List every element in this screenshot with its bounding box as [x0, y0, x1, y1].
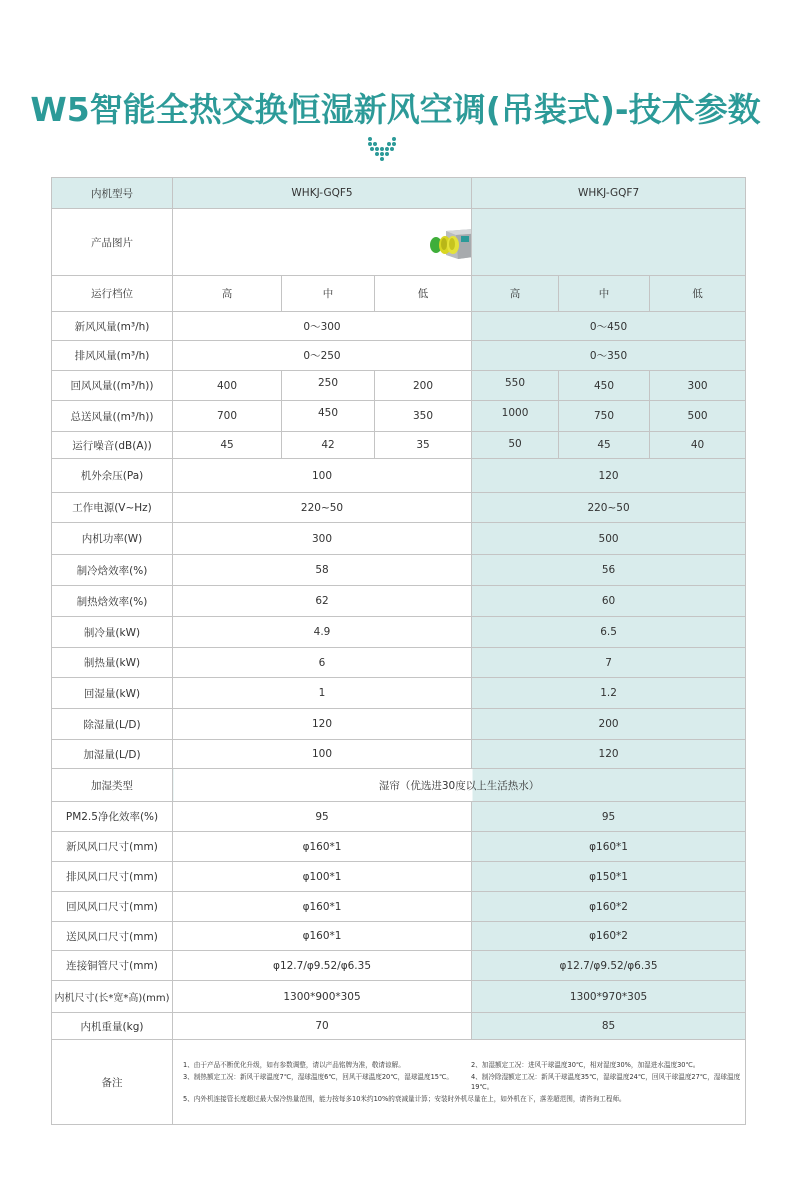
model-row	[52, 178, 746, 209]
value-gqf7: 7	[472, 648, 746, 678]
value-cell: 500	[650, 401, 746, 432]
value-cell: 250	[282, 371, 375, 401]
value-cell: 45	[173, 432, 282, 459]
table-row	[52, 371, 746, 401]
row-label: 排风风口尺寸(mm)	[52, 862, 173, 892]
value-cell: 700	[173, 401, 282, 432]
value-gqf7: φ12.7/φ9.52/φ6.35	[472, 951, 746, 981]
table-row	[52, 1013, 746, 1040]
row-label: 新风风口尺寸(mm)	[52, 832, 173, 862]
row-label: 制冷量(kW)	[52, 617, 173, 648]
spec-table	[51, 177, 746, 1125]
notes-content	[173, 1040, 746, 1125]
row-label: 制热量(kW)	[52, 648, 173, 678]
value-gqf5: 300	[173, 523, 472, 555]
value-gqf7: 120	[472, 740, 746, 769]
gear-label: 运行档位	[52, 276, 173, 312]
value-gqf5: 6	[173, 648, 472, 678]
value-gqf7: 220~50	[472, 493, 746, 523]
value-cell: 750	[559, 401, 650, 432]
table-row	[52, 832, 746, 862]
row-label: 加湿量(L/D)	[52, 740, 173, 769]
model-label: 内机型号	[52, 178, 173, 209]
note-item: 2、加湿额定工况：进风干球温度30℃，相对湿度30%，加湿进水温度30℃。	[471, 1061, 700, 1069]
value-cell: 40	[650, 432, 746, 459]
table-row	[52, 802, 746, 832]
table-row	[52, 892, 746, 922]
gear-cell: 中	[559, 276, 650, 312]
value-gqf5: 0～300	[173, 312, 472, 341]
value-gqf5: 100	[173, 740, 472, 769]
value-cell: 550	[472, 371, 559, 401]
row-label: 回湿量(kW)	[52, 678, 173, 709]
value-gqf7: 120	[472, 459, 746, 493]
table-row	[52, 459, 746, 493]
table-row	[52, 312, 746, 341]
table-row	[52, 922, 746, 951]
table-row	[52, 401, 746, 432]
value-cell: 1000	[472, 401, 559, 432]
value-cell: 350	[375, 401, 472, 432]
row-label: 回风风量((m³/h))	[52, 371, 173, 401]
value-gqf5: 95	[173, 802, 472, 832]
row-label: 内机重量(kg)	[52, 1013, 173, 1040]
model-gqf5: WHKJ-GQF5	[173, 178, 472, 209]
value-gqf5: 120	[173, 709, 472, 740]
value-gqf7: 56	[472, 555, 746, 586]
value-gqf7: 95	[472, 802, 746, 832]
table-row	[52, 523, 746, 555]
product-unit-image	[428, 223, 472, 263]
value-gqf7: 200	[472, 709, 746, 740]
value-cell: 50	[472, 432, 559, 459]
value-gqf5: φ160*1	[173, 922, 472, 951]
value-gqf7: 85	[472, 1013, 746, 1040]
image-cell-left	[173, 209, 472, 276]
table-row	[52, 341, 746, 371]
value-gqf5: 58	[173, 555, 472, 586]
table-row	[52, 555, 746, 586]
table-row	[52, 678, 746, 709]
image-cell-right	[472, 209, 746, 276]
value-gqf7: φ160*1	[472, 832, 746, 862]
row-label: 排风风量(m³/h)	[52, 341, 173, 371]
value-gqf7: 6.5	[472, 617, 746, 648]
table-row	[52, 951, 746, 981]
value-gqf5: 0～250	[173, 341, 472, 371]
gear-cell: 高	[472, 276, 559, 312]
value-gqf5: 100	[173, 459, 472, 493]
value-gqf7: 500	[472, 523, 746, 555]
value-gqf5: φ100*1	[173, 862, 472, 892]
note-item: 1、由于产品不断优化升级，如有参数调整，请以产品铭牌为准，敬请谅解。	[183, 1061, 405, 1069]
gear-cell: 高	[173, 276, 282, 312]
humidify-type-value: 湿帘（优选进30度以上生活热水）	[173, 769, 746, 802]
value-gqf5: 70	[173, 1013, 472, 1040]
value-cell: 45	[559, 432, 650, 459]
table-row	[52, 981, 746, 1013]
gear-row	[52, 276, 746, 312]
row-label: 内机功率(W)	[52, 523, 173, 555]
value-gqf5: φ160*1	[173, 892, 472, 922]
note-item: 4、制冷除湿额定工况：新风干球温度35℃，湿球温度24℃，回风干球温度27℃，湿球温度19℃。	[471, 1073, 741, 1091]
value-gqf7: 1300*970*305	[472, 981, 746, 1013]
value-gqf7: φ160*2	[472, 892, 746, 922]
value-gqf7: 0～450	[472, 312, 746, 341]
table-row	[52, 709, 746, 740]
value-cell: 400	[173, 371, 282, 401]
dotted-w-logo-icon	[367, 136, 397, 162]
table-row	[52, 648, 746, 678]
value-gqf5: φ160*1	[173, 832, 472, 862]
row-label: 制冷焓效率(%)	[52, 555, 173, 586]
note-item: 5、内外机连接管长度超过最大保冷热量范围，能力按每多10米约10%的衰减量计算；安装时外机尽量在上，如外机在下，落差超范围，请咨询工程师。	[183, 1095, 626, 1103]
row-label: 机外余压(Pa)	[52, 459, 173, 493]
table-row	[52, 740, 746, 769]
row-label: 运行噪音(dB(A))	[52, 432, 173, 459]
value-gqf5: φ12.7/φ9.52/φ6.35	[173, 951, 472, 981]
value-cell: 200	[375, 371, 472, 401]
table-row	[52, 493, 746, 523]
row-label: 连接铜管尺寸(mm)	[52, 951, 173, 981]
value-gqf5: 62	[173, 586, 472, 617]
value-gqf7: 0～350	[472, 341, 746, 371]
gear-cell: 中	[282, 276, 375, 312]
row-label: 总送风量((m³/h))	[52, 401, 173, 432]
table-row	[52, 586, 746, 617]
value-cell: 450	[282, 401, 375, 432]
row-label: 工作电源(V~Hz)	[52, 493, 173, 523]
row-label: 内机尺寸(长*宽*高)(mm)	[52, 981, 173, 1013]
value-gqf5: 1	[173, 678, 472, 709]
gear-cell: 低	[650, 276, 746, 312]
row-label: 回风风口尺寸(mm)	[52, 892, 173, 922]
table-row	[52, 617, 746, 648]
row-label: 加湿类型	[52, 769, 173, 802]
model-gqf7: WHKJ-GQF7	[472, 178, 746, 209]
row-label: PM2.5净化效率(%)	[52, 802, 173, 832]
image-label: 产品图片	[52, 209, 173, 276]
row-label: 除湿量(L/D)	[52, 709, 173, 740]
value-cell: 450	[559, 371, 650, 401]
value-cell: 300	[650, 371, 746, 401]
value-cell: 42	[282, 432, 375, 459]
row-label: 送风风口尺寸(mm)	[52, 922, 173, 951]
row-label: 制热焓效率(%)	[52, 586, 173, 617]
value-gqf5: 220~50	[173, 493, 472, 523]
notes-row	[52, 1040, 746, 1125]
value-gqf7: φ160*2	[472, 922, 746, 951]
row-label: 新风风量(m³/h)	[52, 312, 173, 341]
value-gqf5: 1300*900*305	[173, 981, 472, 1013]
table-row	[52, 432, 746, 459]
gear-cell: 低	[375, 276, 472, 312]
table-row	[52, 862, 746, 892]
value-gqf7: 60	[472, 586, 746, 617]
value-gqf7: φ150*1	[472, 862, 746, 892]
humidify-type-row	[52, 769, 746, 802]
value-cell: 35	[375, 432, 472, 459]
image-row	[52, 209, 746, 276]
value-gqf5: 4.9	[173, 617, 472, 648]
page-title: W5智能全热交换恒湿新风空调(吊装式)-技术参数	[30, 90, 761, 129]
value-gqf7: 1.2	[472, 678, 746, 709]
notes-label: 备注	[52, 1040, 173, 1125]
note-item: 3、制热额定工况：新风干球温度7℃，湿球温度6℃，回风干球温度20℃，湿球温度15℃。	[183, 1073, 453, 1081]
